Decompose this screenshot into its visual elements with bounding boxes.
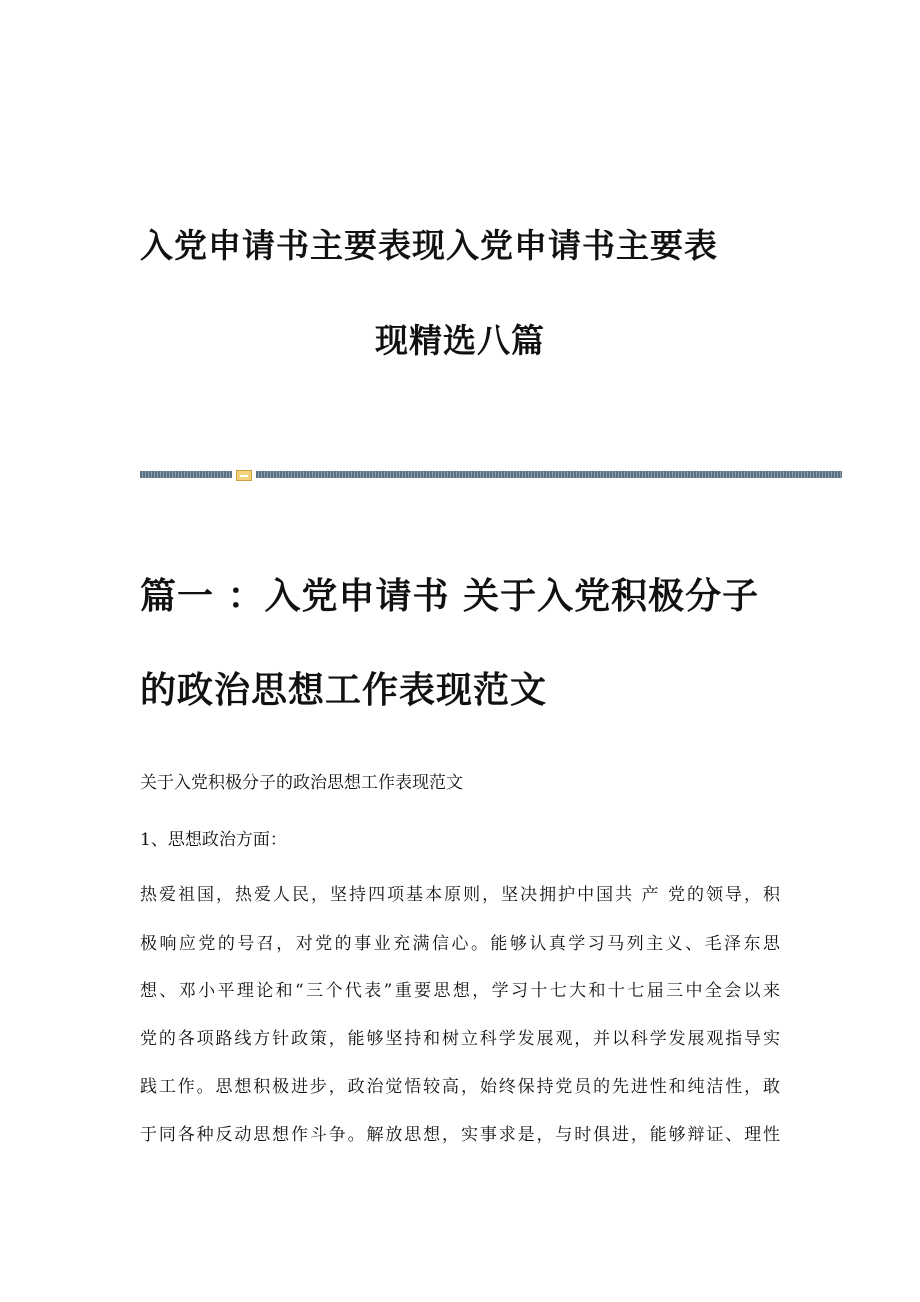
document-title-line-2: 现精选八篇 xyxy=(375,321,545,360)
body-line: 践工作。思想积极进步，政治觉悟较高，始终保持党员的先进性和纯洁性，敢 xyxy=(140,1077,780,1097)
document-title-line-1: 入党申请书主要表现入党申请书主要表 xyxy=(140,226,718,265)
body-line: 极响应党的号召，对党的事业充满信心。能够认真学习马列主义、毛泽东思 xyxy=(140,934,780,954)
body-line: 想、邓小平理论和“三个代表”重要思想，学习十七大和十七届三中全会以来 xyxy=(140,981,780,1001)
section-heading-line-2: 的政治思想工作表现范文 xyxy=(140,669,548,711)
body-line: 于同各种反动思想作斗争。解放思想，实事求是，与时俱进，能够辩证、理性 xyxy=(140,1125,780,1145)
decorative-divider xyxy=(140,470,842,479)
body-line: 热爱祖国，热爱人民，坚持四项基本原则，坚决拥护中国共 产 党的领导，积 xyxy=(140,885,780,905)
divider-bar-right xyxy=(256,471,842,478)
article-subtitle: 关于入党积极分子的政治思想工作表现范文 xyxy=(140,773,463,793)
section-heading-line-1: 篇一 ：入党申请书 关于入党积极分子 xyxy=(140,575,760,617)
body-line: 党的各项路线方针政策，能够坚持和树立科学发展观，并以科学发展观指导实 xyxy=(140,1029,780,1049)
item-heading: 1、思想政治方面： xyxy=(140,830,287,850)
divider-badge-icon xyxy=(236,470,252,481)
divider-bar-left xyxy=(140,471,232,478)
